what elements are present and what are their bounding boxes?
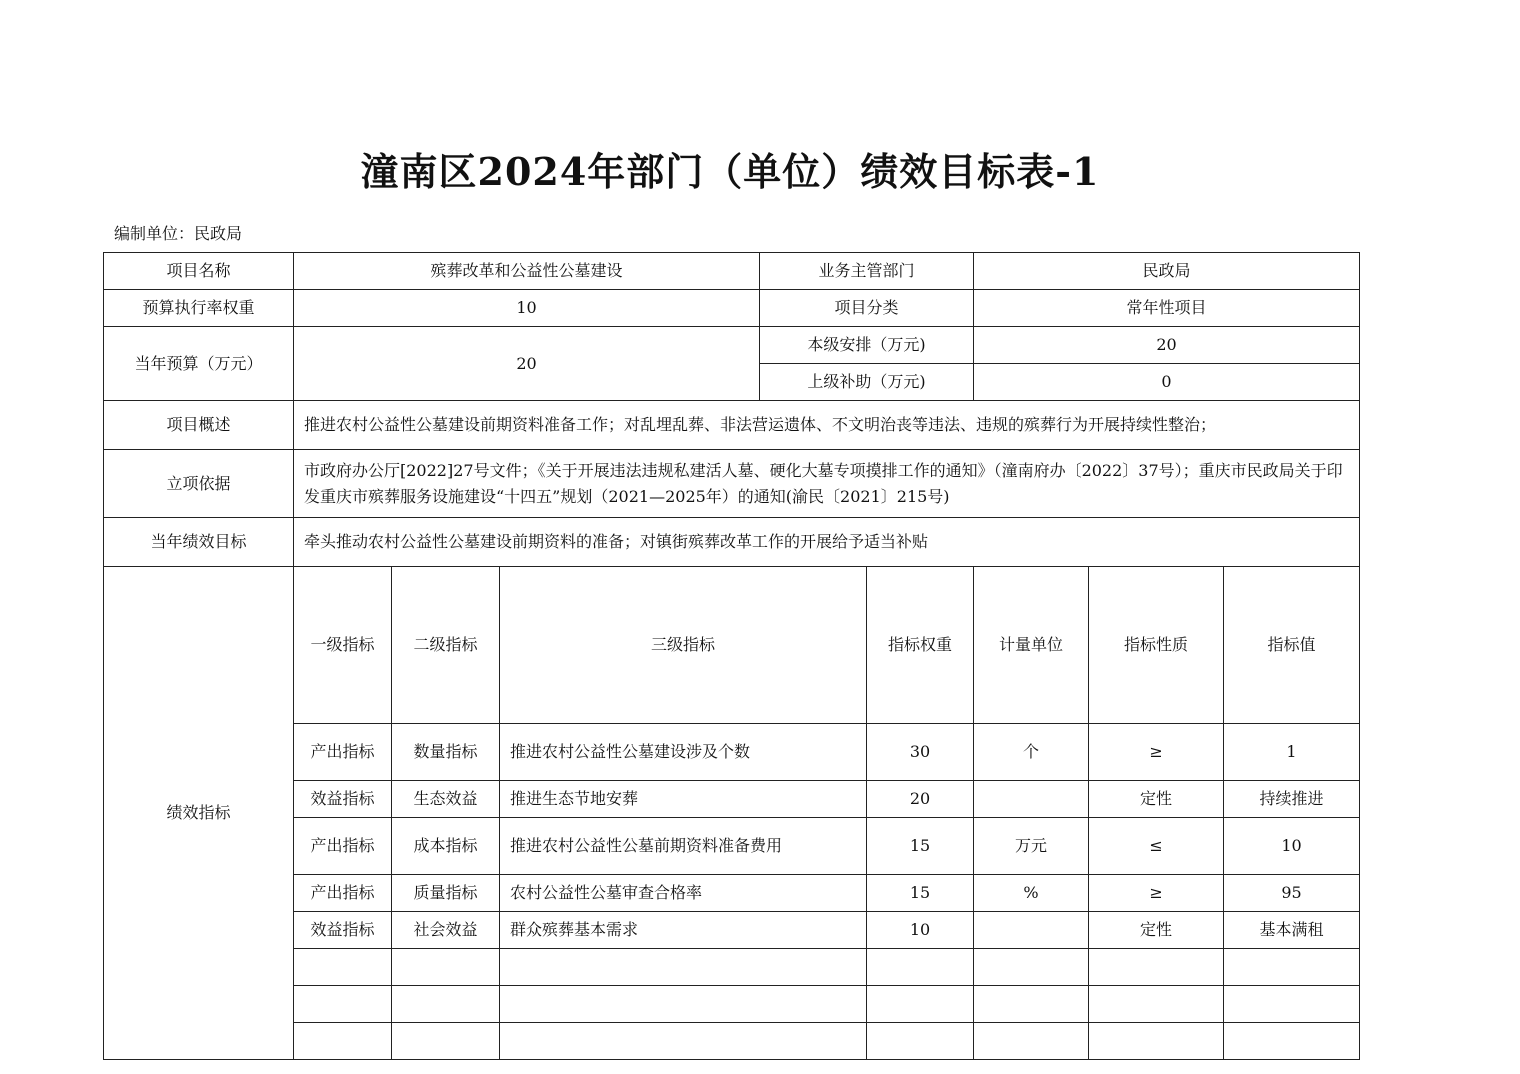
local-budget-label: 本级安排（万元) [760, 327, 974, 364]
indicator-level3-cell: 推进生态节地安葬 [500, 781, 867, 818]
weight-label: 预算执行率权重 [104, 290, 294, 327]
compiling-unit: 编制单位：民政局 [114, 224, 243, 243]
page-title: 潼南区2024年部门（单位）绩效目标表-1 [360, 149, 1100, 194]
header-unit: 计量单位 [974, 567, 1089, 724]
indicator-level1-cell: 产出指标 [294, 875, 392, 912]
indicator-unit-cell: 个 [974, 724, 1089, 781]
indicator-level2-cell [392, 1023, 500, 1060]
indicator-nature-cell: ≤ [1089, 818, 1224, 875]
goal-label: 当年绩效目标 [104, 518, 294, 567]
indicator-unit-cell [974, 1023, 1089, 1060]
budget-value: 20 [294, 327, 760, 401]
indicator-nature-cell [1089, 986, 1224, 1023]
indicator-level2-cell: 生态效益 [392, 781, 500, 818]
indicator-nature-cell [1089, 1023, 1224, 1060]
indicator-level1-cell: 产出指标 [294, 818, 392, 875]
indicator-level3-cell: 推进农村公益性公墓建设涉及个数 [500, 724, 867, 781]
indicator-level2-cell: 数量指标 [392, 724, 500, 781]
indicator-weight-cell: 15 [867, 875, 974, 912]
overview-label: 项目概述 [104, 401, 294, 450]
indicator-weight-cell: 10 [867, 912, 974, 949]
indicator-nature-cell: 定性 [1089, 912, 1224, 949]
basis-label: 立项依据 [104, 450, 294, 518]
indicator-level2-cell [392, 949, 500, 986]
indicator-level1-cell [294, 949, 392, 986]
indicator-weight-cell [867, 949, 974, 986]
indicator-level1-cell [294, 1023, 392, 1060]
indicator-value-cell: 10 [1224, 818, 1360, 875]
indicator-value-cell [1224, 986, 1360, 1023]
indicator-level3-cell [500, 986, 867, 1023]
indicator-value-cell: 1 [1224, 724, 1360, 781]
header-nature: 指标性质 [1089, 567, 1224, 724]
indicator-level1-cell: 产出指标 [294, 724, 392, 781]
basis-value: 市政府办公厅[2022]27号文件；《关于开展违法违规私建活人墓、硬化大墓专项摸排工作的通知》（潼南府办〔2022〕37号）；重庆市民政局关于印发重庆市殡葬服务设施建设“十四五”规划（2021—2025年）的通知(渝民〔2021〕215号) [294, 450, 1360, 518]
project-name-label: 项目名称 [104, 253, 294, 290]
indicator-level1-cell: 效益指标 [294, 912, 392, 949]
table-body [104, 253, 1360, 1060]
indicator-unit-cell [974, 912, 1089, 949]
table-row [104, 253, 1360, 290]
table-row [104, 518, 1360, 567]
indicator-level2-cell: 质量指标 [392, 875, 500, 912]
superior-subsidy-label: 上级补助（万元) [760, 364, 974, 401]
indicator-unit-cell [974, 986, 1089, 1023]
local-budget-value: 20 [974, 327, 1360, 364]
table-row [104, 327, 1360, 364]
indicator-level3-cell: 农村公益性公墓审查合格率 [500, 875, 867, 912]
header-value: 指标值 [1224, 567, 1360, 724]
indicator-header-row [104, 567, 1360, 724]
indicator-nature-cell: ≥ [1089, 875, 1224, 912]
indicator-level1-cell: 效益指标 [294, 781, 392, 818]
indicator-nature-cell: ≥ [1089, 724, 1224, 781]
indicator-weight-cell: 30 [867, 724, 974, 781]
indicator-level3-cell: 推进农村公益性公墓前期资料准备费用 [500, 818, 867, 875]
dept-label: 业务主管部门 [760, 253, 974, 290]
budget-label: 当年预算（万元） [104, 327, 294, 401]
indicator-weight-cell [867, 1023, 974, 1060]
indicator-level3-cell [500, 949, 867, 986]
indicator-unit-cell [974, 949, 1089, 986]
indicator-level1-cell [294, 986, 392, 1023]
indicator-nature-cell [1089, 949, 1224, 986]
indicator-nature-cell: 定性 [1089, 781, 1224, 818]
superior-subsidy-value: 0 [974, 364, 1360, 401]
indicators-section-label: 绩效指标 [104, 567, 294, 1060]
indicator-value-cell: 基本满租 [1224, 912, 1360, 949]
goal-value: 牵头推动农村公益性公墓建设前期资料的准备；对镇街殡葬改革工作的开展给予适当补贴 [294, 518, 1360, 567]
header-level3: 三级指标 [500, 567, 867, 724]
indicator-value-cell [1224, 1023, 1360, 1060]
overview-value: 推进农村公益性公墓建设前期资料准备工作；对乱埋乱葬、非法营运遗体、不文明治丧等违法、违规的殡葬行为开展持续性整治； [294, 401, 1360, 450]
category-value: 常年性项目 [974, 290, 1360, 327]
indicator-value-cell: 持续推进 [1224, 781, 1360, 818]
indicator-value-cell [1224, 949, 1360, 986]
weight-value: 10 [294, 290, 760, 327]
table-row [104, 290, 1360, 327]
performance-target-table [103, 252, 1360, 1060]
header-level2: 二级指标 [392, 567, 500, 724]
indicator-value-cell: 95 [1224, 875, 1360, 912]
dept-value: 民政局 [974, 253, 1360, 290]
indicator-weight-cell: 15 [867, 818, 974, 875]
indicator-level2-cell: 社会效益 [392, 912, 500, 949]
indicator-weight-cell: 20 [867, 781, 974, 818]
indicator-unit-cell: 万元 [974, 818, 1089, 875]
category-label: 项目分类 [760, 290, 974, 327]
header-level1: 一级指标 [294, 567, 392, 724]
indicator-unit-cell: % [974, 875, 1089, 912]
indicator-level3-cell [500, 1023, 867, 1060]
header-weight: 指标权重 [867, 567, 974, 724]
indicator-level2-cell [392, 986, 500, 1023]
table-row [104, 401, 1360, 450]
indicator-unit-cell [974, 781, 1089, 818]
indicator-level3-cell: 群众殡葬基本需求 [500, 912, 867, 949]
table-row [104, 450, 1360, 518]
project-name-value: 殡葬改革和公益性公墓建设 [294, 253, 760, 290]
indicator-level2-cell: 成本指标 [392, 818, 500, 875]
indicator-weight-cell [867, 986, 974, 1023]
